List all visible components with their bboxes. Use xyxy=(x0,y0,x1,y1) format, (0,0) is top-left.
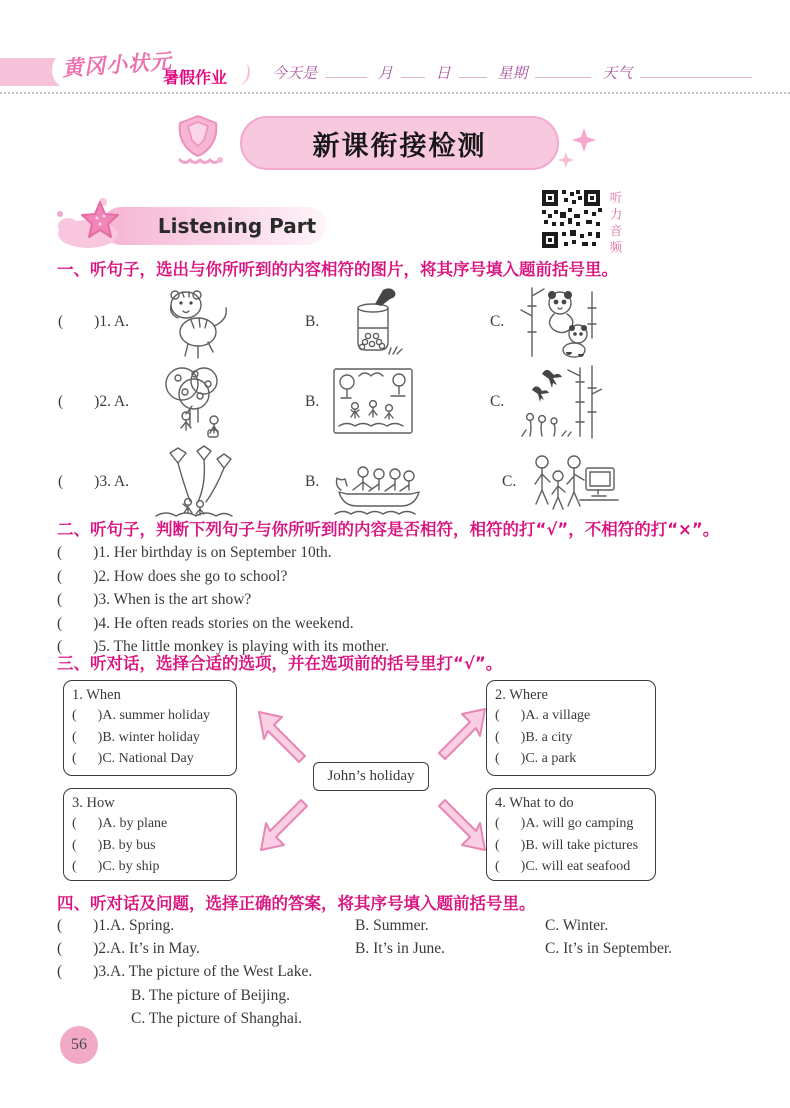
holiday-diagram xyxy=(57,678,661,884)
option: A. will go camping xyxy=(525,816,634,831)
blank-line xyxy=(401,63,425,78)
answer-bracket: ( ) xyxy=(495,751,526,766)
option: C. will eat seafood xyxy=(525,859,631,874)
option-b: B. The picture of Beijing. xyxy=(131,986,290,1004)
page-number-badge: 56 xyxy=(60,1026,98,1064)
option-a: A. Spring. xyxy=(110,917,175,934)
illustration-swallows-bamboo xyxy=(516,364,602,440)
answer-bracket: ( ) xyxy=(72,816,103,831)
answer-bracket: ( )1. A. xyxy=(58,313,130,330)
field-week: 星期 xyxy=(497,64,528,82)
blank-line xyxy=(459,63,487,78)
field-weather: 天气 xyxy=(602,64,633,82)
mc-row xyxy=(57,914,672,937)
diagram-box-where xyxy=(486,680,656,776)
date-fill-in-line xyxy=(272,62,758,83)
answer-bracket: ( )3. xyxy=(57,963,110,981)
shield-gem-icon xyxy=(168,110,230,170)
option: A. summer holiday xyxy=(102,708,211,723)
sparkle-icon xyxy=(556,126,598,172)
answer-bracket: ( ) xyxy=(57,544,99,561)
answer-bracket: ( ) xyxy=(495,816,526,831)
illustration-tiger xyxy=(150,284,238,360)
answer-bracket: ( ) xyxy=(57,591,99,609)
answer-bracket: ( ) xyxy=(495,837,526,853)
option-c-label: C. xyxy=(490,393,505,410)
option-c: C. It’s in September. xyxy=(545,940,673,958)
option-a: A. It’s in May. xyxy=(110,940,200,958)
list-item xyxy=(57,565,389,589)
question-row-1 xyxy=(58,282,602,362)
answer-bracket: ( ) xyxy=(72,708,103,723)
sentence: 1. Her birthday is on September 10th. xyxy=(98,544,332,561)
illustration-pandas-bamboo xyxy=(516,284,602,360)
brand-logo-script: 黄冈小状元 xyxy=(61,48,173,81)
field-today: 今天是 xyxy=(272,64,318,82)
arrow-up-right-icon xyxy=(431,705,489,763)
illustration-park-scene xyxy=(331,364,415,440)
mc-row xyxy=(57,960,672,983)
answer-bracket: ( )1. xyxy=(57,917,110,934)
option-a: A. The picture of the West Lake. xyxy=(110,963,313,981)
answer-bracket: ( )2. xyxy=(57,940,110,958)
dotted-divider xyxy=(0,92,790,94)
section3-heading: 三、听对话，选择合适的选项，并在选项前的括号里打“√”。 xyxy=(57,654,503,673)
answer-bracket: ( )2. A. xyxy=(58,393,130,410)
answer-bracket: ( ) xyxy=(72,729,103,745)
illustration-crow-and-jar xyxy=(331,284,415,360)
sentence: 2. How does she go to school? xyxy=(98,567,288,585)
box-title: 3. How xyxy=(72,795,115,811)
section2-heading: 二、听句子，判断下列句子与你所听到的内容是否相符，相符的打“√”，不相符的打“×”。 xyxy=(57,520,720,539)
box-title: 4. What to do xyxy=(495,795,574,811)
answer-bracket: ( ) xyxy=(57,614,99,632)
option: B. will take pictures xyxy=(525,837,639,853)
sentence: 5. The little monkey is playing with its mother. xyxy=(98,638,390,656)
answer-bracket: ( ) xyxy=(72,837,103,853)
option: A. a village xyxy=(525,708,591,723)
answer-bracket: ( ) xyxy=(57,567,99,585)
illustration-apple-tree xyxy=(150,364,238,440)
option-c-label: C. xyxy=(502,473,517,490)
starfish-splash-icon xyxy=(48,194,156,252)
diagram-box-when xyxy=(63,680,237,776)
option-b-label: B. xyxy=(305,313,320,330)
box-title: 2. Where xyxy=(495,687,548,703)
section4-heading: 四、听对话及问题，选择正确的答案，将其序号填入题前括号里。 xyxy=(57,894,536,913)
option-b: B. It’s in June. xyxy=(355,940,445,958)
answer-bracket: ( )3. A. xyxy=(58,473,130,490)
option: C. National Day xyxy=(102,751,194,766)
illustration-family-computer xyxy=(528,444,620,520)
option: B. a city xyxy=(525,729,573,745)
arrow-down-right-icon xyxy=(431,796,489,854)
option-c-label: C. xyxy=(490,313,505,330)
diagram-box-how xyxy=(63,788,237,881)
option: A. by plane xyxy=(102,816,168,831)
arrow-down-left-icon xyxy=(257,796,315,854)
diagram-box-what-to-do xyxy=(486,788,656,881)
option-b-label: B. xyxy=(305,393,320,410)
arrow-up-left-icon xyxy=(255,708,313,766)
field-day: 日 xyxy=(435,64,451,82)
list-item xyxy=(57,588,389,612)
answer-bracket: ( ) xyxy=(495,708,526,723)
answer-bracket: ( ) xyxy=(72,859,103,874)
illustration-rowing-boat xyxy=(331,444,427,520)
mc-row xyxy=(57,937,672,960)
answer-bracket: ( ) xyxy=(57,638,99,656)
section2-list xyxy=(57,541,389,659)
qr-code xyxy=(540,188,602,250)
option-b: B. Summer. xyxy=(355,917,429,934)
page-title-banner: 新课衔接检测 xyxy=(240,116,559,170)
blank-line xyxy=(535,63,591,78)
sentence: 4. He often reads stories on the weekend. xyxy=(98,614,354,632)
option: B. by bus xyxy=(102,837,156,853)
option-b-label: B. xyxy=(305,473,320,490)
question-row-2 xyxy=(58,362,602,442)
question-row-3 xyxy=(58,442,620,522)
list-item xyxy=(57,541,389,565)
option: C. by ship xyxy=(102,859,160,874)
qr-code-label: 听力音频 xyxy=(608,191,623,257)
option-c: C. Winter. xyxy=(545,917,609,934)
answer-bracket: ( ) xyxy=(495,729,526,745)
option: C. a park xyxy=(525,751,577,766)
listening-part-title: Listening Part xyxy=(102,207,326,245)
option-c: C. The picture of Shanghai. xyxy=(131,1009,303,1027)
diagram-center-topic: John’s holiday xyxy=(313,762,429,791)
box-title: 1. When xyxy=(72,687,121,703)
option: B. winter holiday xyxy=(102,729,200,745)
section4-list xyxy=(57,914,672,1030)
list-item xyxy=(57,612,389,636)
blank-line xyxy=(640,63,752,78)
blank-line xyxy=(325,63,367,78)
sentence: 3. When is the art show? xyxy=(98,591,252,609)
illustration-flying-kites xyxy=(150,444,238,520)
answer-bracket: ( ) xyxy=(495,859,526,874)
brand-logo-bold: 暑假作业 xyxy=(163,68,228,87)
field-month: 月 xyxy=(377,64,393,82)
section1-heading: 一、听句子，选出与你所听到的内容相符的图片，将其序号填入题前括号里。 xyxy=(57,260,618,279)
answer-bracket: ( ) xyxy=(72,751,103,766)
